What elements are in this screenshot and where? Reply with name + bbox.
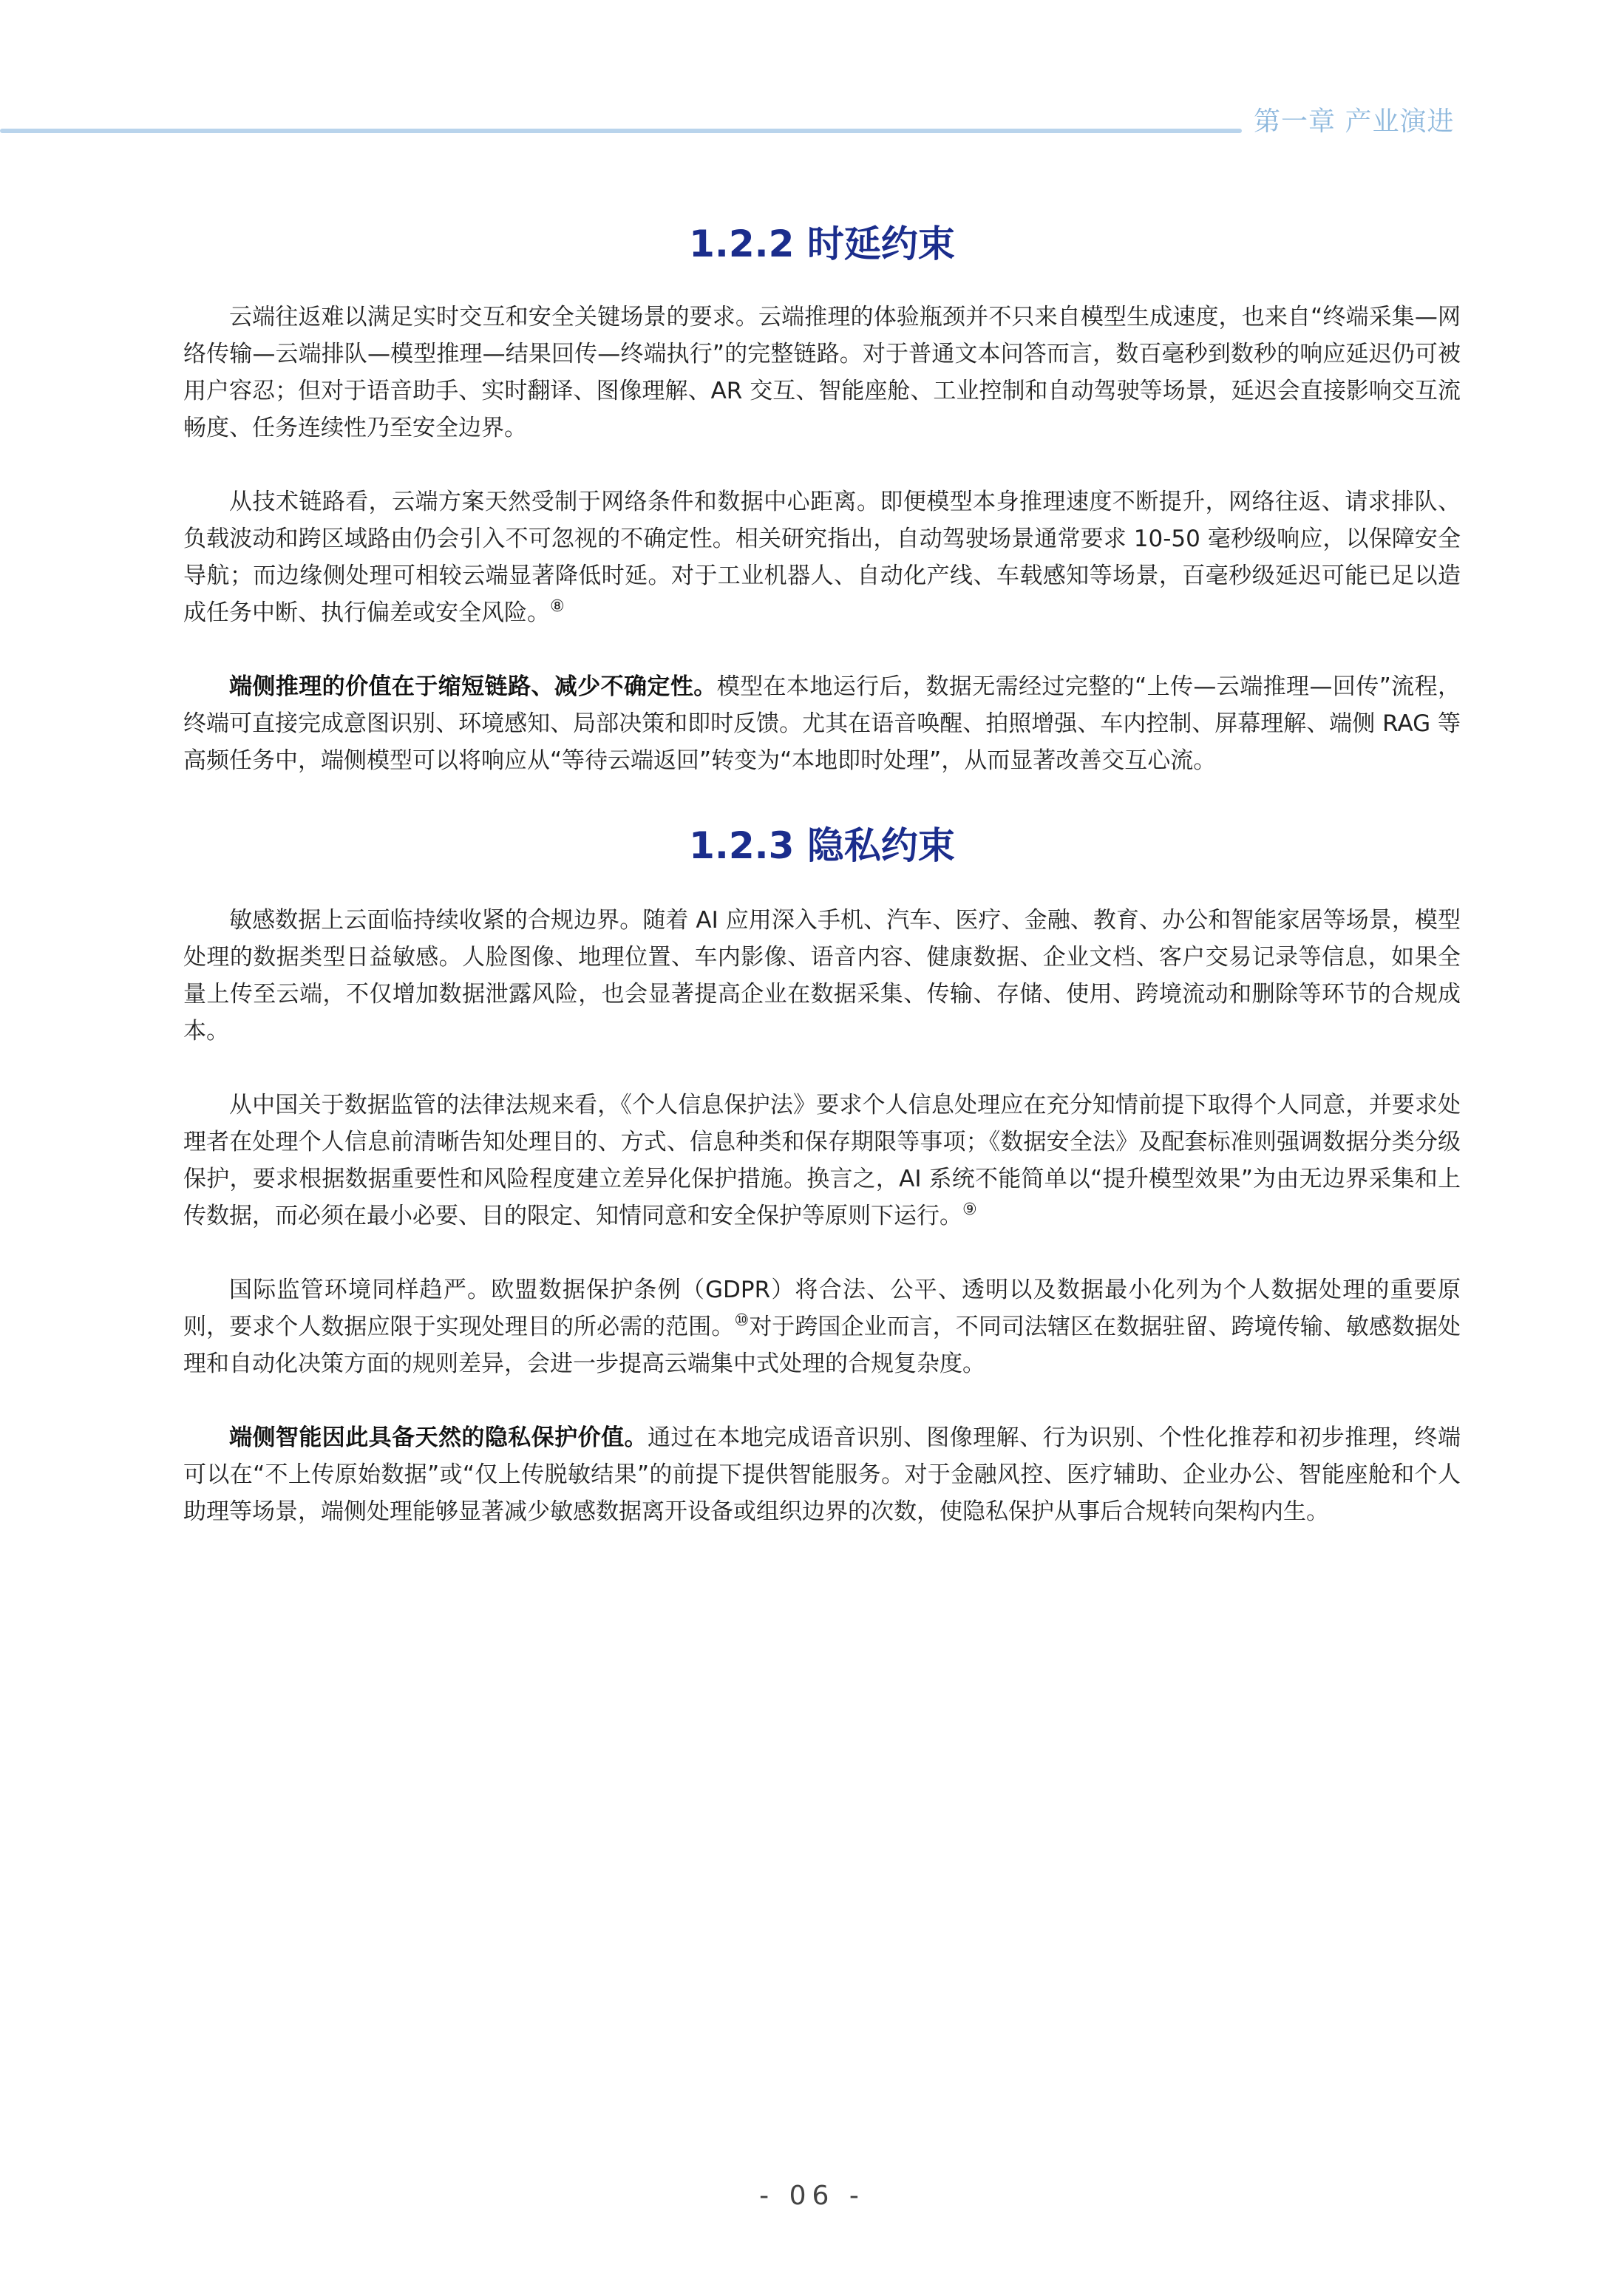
paragraph-lead: 端侧智能因此具备天然的隐私保护价值。	[229, 1424, 648, 1451]
paragraph: 端侧推理的价值在于缩短链路、减少不确定性。模型在本地运行后，数据无需经过完整的“上传—云端推理—回传”流程，终端可直接完成意图识别、环境感知、局部决策和即时反馈。尤其在语音唤醒、拍照增强、车内控制、屏幕理解、端侧 RAG 等高频任务中，端侧模型可以将响应从“等待云端返回”转变为“本地即时处理”，从而显著改善交互心流。	[183, 673, 1461, 774]
footnote-ref: ⑨	[962, 1200, 977, 1219]
chapter-title: 第一章 产业演进	[1254, 106, 1455, 137]
paragraph: 从中国关于数据监管的法律法规来看，《个人信息保护法》要求个人信息处理应在充分知情前提下取得个人同意，并要求处理者在处理个人信息前清晰告知处理目的、方式、信息种类和保存期限等事项；《数据安全法》及配套标准则强调数据分类分级保护，要求根据数据重要性和风险程度建立差异化保护措施。换言之，AI 系统不能简单以“提升模型效果”为由无边界采集和上传数据，而必须在最小必要、目的限定、知情同意和安全保护等原则下运行。⑨	[183, 1092, 1461, 1229]
page-number: - 06 -	[759, 2181, 865, 2211]
header-rule	[0, 129, 1242, 133]
paragraph: 敏感数据上云面临持续收紧的合规边界。随着 AI 应用深入手机、汽车、医疗、金融、教育、办公和智能家居等场景，模型处理的数据类型日益敏感。人脸图像、地理位置、车内影像、语音内容、健康数据、企业文档、客户交易记录等信息，如果全量上传至云端，不仅增加数据泄露风险，也会显著提高企业在数据采集、传输、存储、使用、跨境流动和删除等环节的合规成本。	[183, 907, 1461, 1045]
paragraph-lead: 端侧推理的价值在于缩短链路、减少不确定性。	[229, 673, 717, 700]
section-heading-latency: 1.2.2 时延约束	[689, 223, 955, 265]
paragraph: 从技术链路看，云端方案天然受制于网络条件和数据中心距离。即便模型本身推理速度不断提升，网络往返、请求排队、负载波动和跨区域路由仍会引入不可忽视的不确定性。相关研究指出，自动驾驶场景通常要求 10-50 毫秒级响应，以保障安全导航；而边缘侧处理可相较云端显著降低时延。对于工业机器人、自动化产线、车载感知等场景，百毫秒级延迟可能已足以造成任务中断、执行偏差或安全风险。⑧	[183, 489, 1461, 626]
page-content	[183, 214, 1461, 1567]
footnote-ref: ⑩	[734, 1311, 750, 1330]
paragraph: 端侧智能因此具备天然的隐私保护价值。通过在本地完成语音识别、图像理解、行为识别、个性化推荐和初步推理，终端可以在“不上传原始数据”或“仅上传脱敏结果”的前提下提供智能服务。对于金融风控、医疗辅助、企业办公、智能座舱和个人助理等场景，端侧处理能够显著减少敏感数据离开设备或组织边界的次数，使隐私保护从事后合规转向架构内生。	[183, 1424, 1461, 1525]
paragraph: 云端往返难以满足实时交互和安全关键场景的要求。云端推理的体验瓶颈并不只来自模型生成速度，也来自“终端采集—网络传输—云端排队—模型推理—结果回传—终端执行”的完整链路。对于普通文本问答而言，数百毫秒到数秒的响应延迟仍可被用户容忍；但对于语音助手、实时翻译、图像理解、AR 交互、智能座舱、工业控制和自动驾驶等场景，延迟会直接影响交互流畅度、任务连续性乃至安全边界。	[183, 304, 1461, 441]
section-heading-privacy: 1.2.3 隐私约束	[689, 824, 955, 867]
paragraph: 国际监管环境同样趋严。欧盟数据保护条例（GDPR）将合法、公平、透明以及数据最小化列为个人数据处理的重要原则，要求个人数据应限于实现处理目的所必需的范围。⑩对于跨国企业而言，不同司法辖区在数据驻留、跨境传输、敏感数据处理和自动化决策方面的规则差异，会进一步提高云端集中式处理的合规复杂度。	[183, 1277, 1461, 1377]
footnote-ref: ⑧	[550, 597, 565, 616]
